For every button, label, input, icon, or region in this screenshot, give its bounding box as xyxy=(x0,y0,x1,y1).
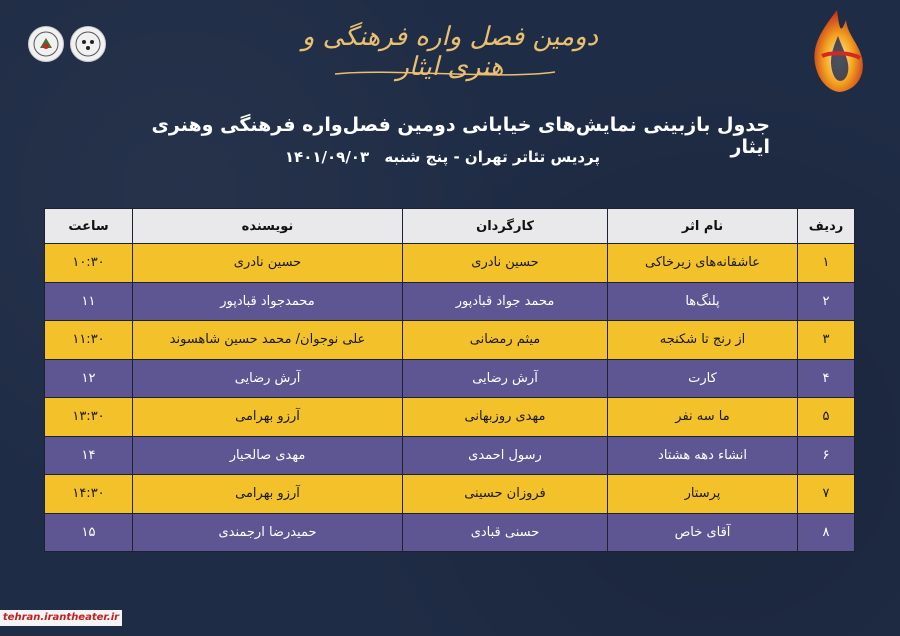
cell-director: حسنی قبادی xyxy=(403,513,608,552)
cell-title: ما سه نفر xyxy=(608,398,798,437)
cell-title: پلنگ‌ها xyxy=(608,282,798,321)
table-row xyxy=(45,436,855,475)
cell-row-number: ۴ xyxy=(798,359,855,398)
venue-label: پردیس تئاتر تهران - پنج شنبه xyxy=(384,148,600,166)
cell-director: مهدی روزبهانی xyxy=(403,398,608,437)
cell-writer: حمیدرضا ارجمندی xyxy=(133,513,403,552)
cell-row-number: ۲ xyxy=(798,282,855,321)
cell-title: عاشقانه‌های زیرخاکی xyxy=(608,244,798,283)
cell-time: ۱۵ xyxy=(45,513,133,552)
cell-time: ۱۰:۳۰ xyxy=(45,244,133,283)
header-writer: نویسنده xyxy=(133,209,403,244)
cell-row-number: ۵ xyxy=(798,398,855,437)
table-row xyxy=(45,244,855,283)
cell-row-number: ۱ xyxy=(798,244,855,283)
header-row-number: ردیف xyxy=(798,209,855,244)
cell-writer: آرزو بهرامی xyxy=(133,475,403,514)
cell-title: کارت xyxy=(608,359,798,398)
cell-director: رسول احمدی xyxy=(403,436,608,475)
cell-title: انشاء دهه هشتاد xyxy=(608,436,798,475)
cell-time: ۱۱:۳۰ xyxy=(45,321,133,360)
cell-row-number: ۳ xyxy=(798,321,855,360)
organization-logos xyxy=(28,26,106,62)
cell-director: محمد جواد قبادپور xyxy=(403,282,608,321)
cell-time: ۱۱ xyxy=(45,282,133,321)
cell-time: ۱۲ xyxy=(45,359,133,398)
header-time: ساعت xyxy=(45,209,133,244)
emblem-logo-icon xyxy=(70,26,106,62)
cell-row-number: ۶ xyxy=(798,436,855,475)
cell-title: پرستار xyxy=(608,475,798,514)
table-row xyxy=(45,513,855,552)
table-row xyxy=(45,282,855,321)
site-watermark-link[interactable]: tehran.irantheater.ir xyxy=(0,610,122,626)
table-row xyxy=(45,321,855,360)
header-title: نام اثر xyxy=(608,209,798,244)
table-header-row xyxy=(45,209,855,244)
cell-director: فروزان حسینی xyxy=(403,475,608,514)
cell-director: حسین نادری xyxy=(403,244,608,283)
schedule-table xyxy=(44,208,855,552)
festival-title: دومین فصل واره فرهنگی و هنری ایثار xyxy=(301,22,599,82)
cell-time: ۱۴ xyxy=(45,436,133,475)
festival-title-flourish xyxy=(330,66,560,80)
cell-writer: آرزو بهرامی xyxy=(133,398,403,437)
cell-time: ۱۳:۳۰ xyxy=(45,398,133,437)
cell-writer: علی نوجوان/ محمد حسین شاهسوند xyxy=(133,321,403,360)
cell-director: آرش رضایی xyxy=(403,359,608,398)
header-director: کارگردان xyxy=(403,209,608,244)
organization-logo-icon xyxy=(28,26,64,62)
cell-director: میثم رمضانی xyxy=(403,321,608,360)
subtitle xyxy=(285,148,600,166)
cell-writer: آرش رضایی xyxy=(133,359,403,398)
cell-row-number: ۷ xyxy=(798,475,855,514)
flame-logo-icon xyxy=(802,6,872,94)
table-row xyxy=(45,475,855,514)
table-row xyxy=(45,359,855,398)
cell-time: ۱۴:۳۰ xyxy=(45,475,133,514)
page-title: جدول بازبینی نمایش‌های خیابانی دومین فصل‌واره فرهنگی وهنری ایثار xyxy=(151,114,770,158)
cell-writer: محمدجواد قبادپور xyxy=(133,282,403,321)
table-row xyxy=(45,398,855,437)
cell-writer: حسین نادری xyxy=(133,244,403,283)
cell-writer: مهدی صالحیار xyxy=(133,436,403,475)
cell-row-number: ۸ xyxy=(798,513,855,552)
cell-title: آقای خاص xyxy=(608,513,798,552)
date-label: ۱۴۰۱/۰۹/۰۳ xyxy=(284,148,370,166)
cell-title: از رنج تا شکنجه xyxy=(608,321,798,360)
